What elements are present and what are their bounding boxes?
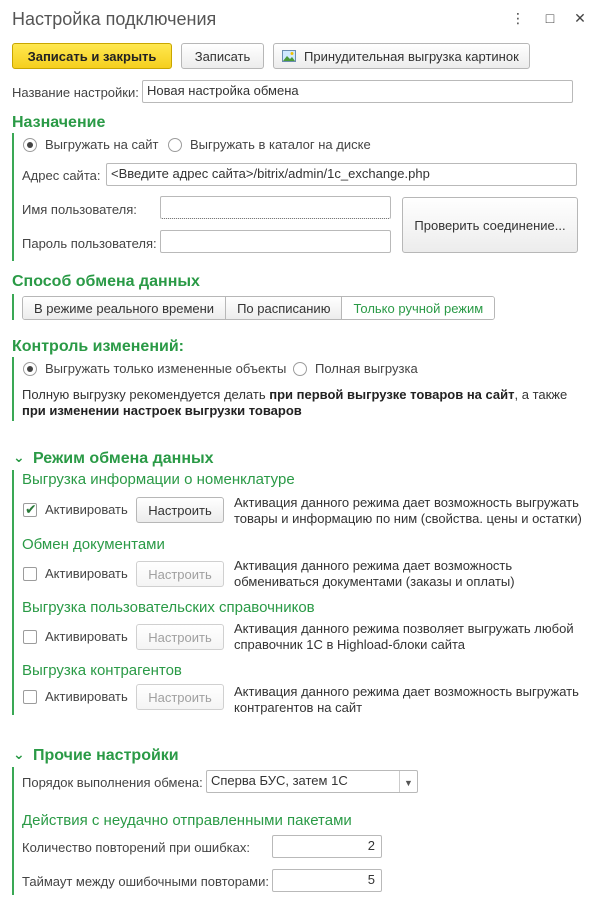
chevron-down-icon[interactable]: ⌄ — [13, 449, 25, 465]
exchange-method-switch — [22, 296, 495, 320]
setting-name-input[interactable]: Новая настройка обмена — [142, 80, 573, 103]
radio-export-to-disk[interactable] — [168, 138, 182, 152]
mode-user-catalogs-configure-button[interactable]: Настроить — [136, 624, 224, 650]
exchange-method-heading: Способ обмена данных — [12, 273, 200, 290]
modes-heading[interactable]: Режим обмена данных — [33, 450, 214, 467]
maximize-icon[interactable]: □ — [545, 10, 555, 26]
exchange-order-label: Порядок выполнения обмена: — [22, 775, 203, 790]
radio-export-to-site[interactable] — [23, 138, 37, 152]
force-export-label: Принудительная выгрузка картинок — [304, 48, 519, 64]
window-title: Настройка подключения — [12, 9, 217, 29]
mode-documents-title: Обмен документами — [22, 536, 165, 553]
full-export-hint: Полную выгрузку рекомендуется делать при первой выгрузке товаров на сайт, а также при изменении настроек выгрузки товаров — [22, 387, 568, 418]
username-label: Имя пользователя: — [22, 202, 137, 217]
radio-full-export[interactable] — [293, 362, 307, 376]
radio-export-to-disk-label[interactable]: Выгружать в каталог на диске — [190, 137, 371, 152]
exchange-method-realtime[interactable]: В режиме реального времени — [23, 297, 226, 319]
radio-export-changed[interactable] — [23, 362, 37, 376]
dropdown-arrow-icon[interactable]: ▼ — [399, 771, 417, 793]
image-icon — [282, 50, 296, 62]
username-input[interactable] — [160, 196, 391, 219]
mode-contractors-configure-button[interactable]: Настроить — [136, 684, 224, 710]
modes-section-bar — [12, 470, 14, 715]
password-input[interactable] — [160, 230, 391, 253]
setting-name-label: Название настройки: — [12, 85, 139, 100]
site-address-input[interactable]: <Введите адрес сайта>/bitrix/admin/1c_exchange.php — [106, 163, 577, 186]
exchange-method-schedule[interactable]: По расписанию — [226, 297, 342, 319]
check-connection-button[interactable]: Проверить соединение... — [402, 197, 578, 253]
save-and-close-button[interactable]: Записать и закрыть — [12, 43, 172, 69]
mode-user-catalogs-checkbox[interactable] — [23, 630, 37, 644]
exchange-method-section-bar — [12, 294, 14, 320]
other-settings-section-bar — [12, 767, 14, 895]
change-control-heading: Контроль изменений: — [12, 338, 184, 355]
failed-packets-heading: Действия с неудачно отправленными пакетами — [22, 812, 352, 829]
site-address-label: Адрес сайта: — [22, 168, 101, 183]
exchange-order-select[interactable] — [206, 770, 418, 793]
mode-contractors-title: Выгрузка контрагентов — [22, 662, 182, 679]
chevron-down-icon[interactable]: ⌄ — [13, 746, 25, 762]
mode-nomenclature-activate-label[interactable]: Активировать — [45, 502, 128, 517]
radio-export-to-site-label[interactable]: Выгружать на сайт — [45, 137, 159, 152]
mode-user-catalogs-activate-label[interactable]: Активировать — [45, 629, 128, 644]
timeout-label: Таймаут между ошибочными повторами: — [22, 874, 269, 889]
mode-user-catalogs-title: Выгрузка пользовательских справочников — [22, 599, 315, 616]
mode-documents-description: Активация данного режима дает возможность обмениваться документами (заказы и оплаты) — [234, 558, 515, 589]
other-settings-heading[interactable]: Прочие настройки — [33, 747, 179, 764]
radio-full-export-label[interactable]: Полная выгрузка — [315, 361, 418, 376]
exchange-order-value: Сперва БУС, затем 1С — [211, 773, 348, 788]
close-icon[interactable]: ✕ — [574, 10, 586, 26]
mode-documents-checkbox[interactable] — [23, 567, 37, 581]
password-label: Пароль пользователя: — [22, 236, 157, 251]
checkmark-icon: ✔ — [25, 501, 37, 517]
mode-nomenclature-description: Активация данного режима дает возможность выгружать товары и информацию по ним (свойства. цены и остатки) — [234, 495, 582, 526]
mode-documents-configure-button[interactable]: Настроить — [136, 561, 224, 587]
mode-user-catalogs-description: Активация данного режима позволяет выгружать любой справочник 1С в Highload-блоки сайта — [234, 621, 574, 652]
save-button[interactable]: Записать — [181, 43, 264, 69]
timeout-input[interactable]: 5 — [272, 869, 382, 892]
retries-label: Количество повторений при ошибках: — [22, 840, 250, 855]
mode-contractors-activate-label[interactable]: Активировать — [45, 689, 128, 704]
mode-nomenclature-configure-button[interactable]: Настроить — [136, 497, 224, 523]
radio-export-changed-label[interactable]: Выгружать только измененные объекты — [45, 361, 287, 376]
exchange-method-manual[interactable]: Только ручной режим — [342, 297, 494, 319]
more-icon[interactable]: ⋮ — [511, 10, 525, 26]
mode-contractors-checkbox[interactable] — [23, 690, 37, 704]
purpose-section-bar — [12, 133, 14, 261]
force-export-images-button[interactable] — [273, 43, 530, 69]
retries-input[interactable]: 2 — [272, 835, 382, 858]
change-control-section-bar — [12, 357, 14, 421]
mode-contractors-description: Активация данного режима дает возможность выгружать контрагентов на сайт — [234, 684, 579, 715]
mode-nomenclature-title: Выгрузка информации о номенклатуре — [22, 471, 295, 488]
mode-nomenclature-checkbox[interactable] — [23, 503, 37, 517]
mode-documents-activate-label[interactable]: Активировать — [45, 566, 128, 581]
purpose-heading: Назначение — [12, 114, 106, 131]
